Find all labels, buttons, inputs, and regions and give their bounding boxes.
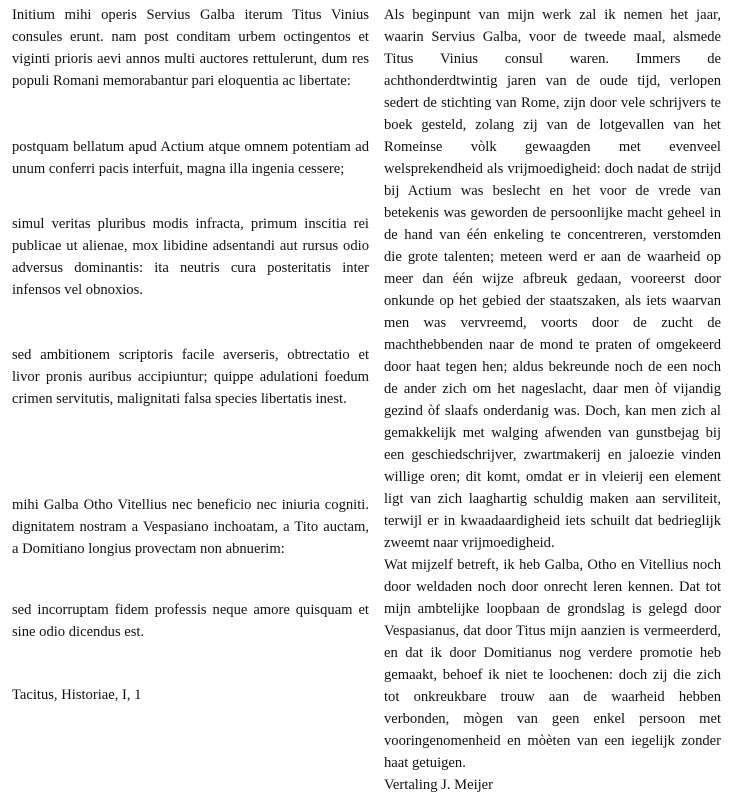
dutch-paragraph-2: Wat mijzelf betreft, ik heb Galba, Otho en Vitellius noch door weldaden noch door onrecht leren kennen. Dat tot mijn ambtelijke loopbaan de grondslag is gelegd door Vespasianus, dat door Titus mijn aanzien is vermeerderd, en dat ik door Domitianus nog verdere promotie heb gemaakt, behoef ik niet te loochenen: doch zij die zich tot onkreukbare trouw aan de waarheid hebben verbonden, mògen van geen enkel persoon met vooringenomenheid en mòèten van een iegelijk zonder haat getuigen. <box>384 557 721 771</box>
latin-paragraph-1: Initium mihi operis Servius Galba iterum Titus Vinius consules erunt. nam post conditam urbem octingentos et viginti prioris aevi annos multi auctores rettulerunt, dum res populi Romani memorabantur pari eloquentia ac libertate: <box>12 7 369 89</box>
latin-paragraph-6: sed incorruptam fidem professis neque amore quisquam et sine odio dicendus est. <box>12 602 369 640</box>
dutch-attribution: Vertaling J. Meijer <box>384 777 494 793</box>
latin-paragraph-2: postquam bellatum apud Actium atque omnem potentiam ad unum conferri pacis interfuit, magna illa ingenia cessere; <box>12 139 369 177</box>
dutch-paragraph-1: Als beginpunt van mijn werk zal ik nemen het jaar, waarin Servius Galba, voor de tweede maal, alsmede Titus Vinius consul waren. Immers de achthonderdtwintig jaren van de oude tijd, verlopen sedert de stichting van Rome, zijn door vele schrijvers te boek gesteld, zolang zij van de lotgevallen van het Romeinse vòlk gewaagden met evenveel welsprekendheid als vrijmoedigheid: doch nadat de strijd bij Actium was beslecht en het voor de vrede van betekenis was geworden de persoonlijke macht geheel in de hand van één enkeling te concentreren, verstomden die grote talenten; meteen werd er aan de waarheid op meer dan één wijze afbreuk gedaan, vooreerst door onkunde op het gebied der staatszaken, als iets waarvan men was vervreemd, voorts door de zucht de machthebbenden naar de mond te praten of omgekeerd door haat tegen hen; aldus bekreunde noch de een noch de ander zich om het nageslacht, daar men òf vijandig gezind òf slaafs onderdanig was. Doch, kan men zich al gemakkelijk met walging afwenden van gunstbejag bij een geschiedschrijver, zwartmakerij en jaloezie vinden willige oren; dit komt, omdat er in vleierij een element ligt van zich laaghartig schuldig maken aan serviliteit, terwijl er in kwaadaardigheid iets schuilt dat bedrieglijk zweemt naar vrijmoedigheid. <box>384 7 721 551</box>
latin-paragraph-3: simul veritas pluribus modis infracta, primum inscitia rei publicae ut alienae, mox libidine adsentandi aut rursus odio adversus dominantis: ita neutris cura posteritatis inter infensos vel obnoxios. <box>12 216 369 298</box>
latin-paragraph-4: sed ambitionem scriptoris facile averseris, obtrectatio et livor pronis auribus accipiuntur; quippe adulationi foedum crimen servitutis, malignitati falsa species libertatis inest. <box>12 347 369 407</box>
latin-attribution: Tacitus, Historiae, I, 1 <box>12 687 142 703</box>
latin-paragraph-5: mihi Galba Otho Vitellius nec beneficio nec iniuria cogniti. dignitatem nostram a Vespasiano inchoatam, a Tito auctam, a Domitiano longius provectam non abnuerim: <box>12 497 369 557</box>
